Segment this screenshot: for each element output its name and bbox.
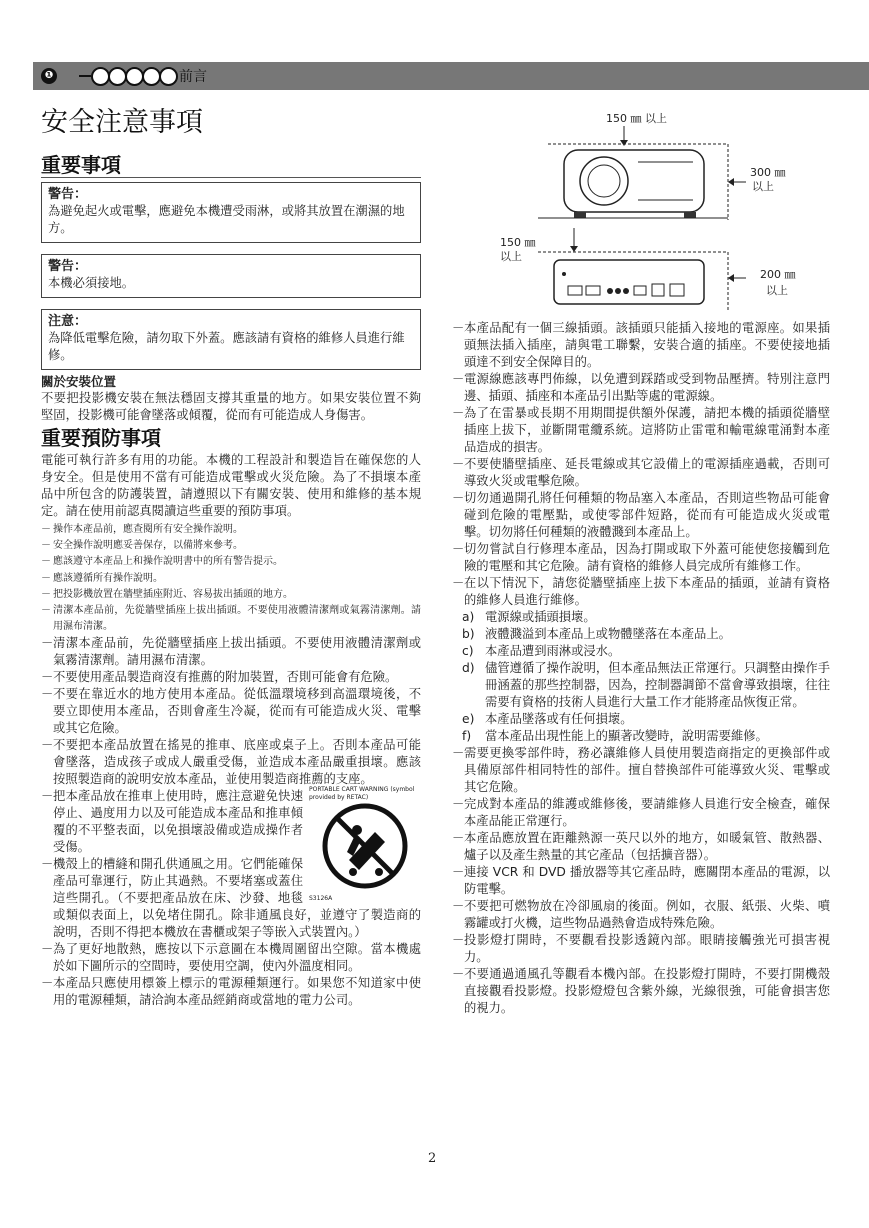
left-column [41,103,421,1009]
warning-body: 為避免起火或電擊，應避免本機遭受雨淋，或將其放置在潮濕的地方。 [48,204,405,235]
warning-title: 警告： [48,259,88,274]
list-item: － 為了在雷暴或長期不用期間提供額外保護，請把本機的插頭從牆壁插座上拔下，並斷開電纜系統。這將防止雷電和輸電線電涌對本產品造成的損害。 [452,406,830,454]
rear-clearance-unit: 以上 [752,180,774,193]
title-dash-decoration [79,75,91,77]
list-item: － 本產品配有一個三線插頭。該插頭只能插入接地的電源座。如果插頭無法插入插座，請與電工聯繫，安裝合適的插座。不要使接地插頭達不到安全保障目的。 [452,321,830,369]
precautions-intro: 電能可執行許多有用的功能。本機的工程設計和製造旨在確保您的人身安全。但是使用不當有可能造成電擊或火災危險。為了不損壞本產品中所包含的防護裝置，請遵照以下有關安裝、使用和維修的基本規定。請在使用前認真閱讀這些重要的預防事項。 [41,453,421,518]
list-item: － 為了更好地散熱，應按以下示意圖在本機周圍留出空隙。當本機處於如下圖所示的空間時，要使用空調，使內外溫度相同。 [41,942,421,974]
list-item: － 不要使牆壁插座、延長電線或其它設備上的電源插座過載，否則可導致火災或電擊危險。 [452,457,830,488]
list-item: － 投影燈打開時，不要觀看投影透鏡內部。眼睛接觸強光可損害視力。 [452,933,830,964]
install-heading: 關於安裝位置 [41,374,117,389]
section-heading-precautions: 重要預防事項 [41,426,161,450]
list-item: － 本產品只應使用標簽上標示的電源種類運行。如果您不知道家中使用的電源種類，請洽詢本產品經銷商或當地的電力公司。 [41,976,421,1008]
sub-list-item: f) 當本產品出現性能上的顯著改變時，說明需要維修。 [462,729,768,743]
list-item: － 連接 VCR 和 DVD 播放器等其它產品時，應關閉本產品的電源，以防電擊。 [452,865,830,896]
install-text: 不要把投影機安裝在無法穩固支撐其重量的地方。如果安裝位置不夠堅固，投影機可能會墜落或傾覆，從而有可能造成人身傷害。 [41,391,421,422]
warning-box-ground [41,254,421,298]
list-item: － 切勿嘗試自行修理本產品，因為打開或取下外蓋可能使您接觸到危險的電壓和其它危險。請有資格的維修人員完成所有維修工作。 [452,542,830,573]
right-column [452,320,830,1017]
list-item: － 操作本產品前，應查閱所有安全操作說明。 [41,524,243,535]
list-item: － 應該遵守本產品上和操作說明書中的所有警告提示。 [41,556,283,568]
page-title: 安全注意事項 [41,107,203,138]
cart-warning-code: S3126A [309,895,333,903]
warning-title: 警告： [48,187,88,202]
list-item: － 不要把本產品放置在搖晃的推車、底座或桌子上。否則本產品可能會墜落，造成孩子或成人嚴重受傷，並造成本產品嚴重損壞。應該按照製造商的說明安放本產品，並使用製造商推薦的支座。 [41,738,421,787]
page-number: 2 [428,1151,437,1166]
list-item: － 把投影機放置在牆壁插座附近、容易拔出插頭的地方。 [41,588,293,600]
list-item: － 完成對本產品的維護或維修後，要請維修人員進行安全檢查，確保本產品能正常運行。 [452,797,830,828]
sub-list-item: a) 電源線或插頭損壞。 [462,610,596,624]
side-clearance-value: 200 ㎜ [760,268,796,281]
section-title [79,67,207,85]
list-item: － 不要在靠近水的地方使用本產品。從低溫環境移到高溫環境後，不要立即使用本產品，否則會產生冷凝，從而有可能造成火災、電擊或其它危險。 [41,687,421,736]
list-item: － 不要通過通風孔等觀看本機內部。在投影燈打開時，不要打開機殼直接觀看投影燈。投影燈燈包含紫外線，光線很強，可能會損害您的視力。 [452,967,830,1015]
list-item: － 清潔本產品前，先從牆壁插座上拔出插頭。不要使用液體清潔劑或氣霧清潔劑。請用濕布清潔。 [41,636,421,668]
caution-body: 為降低電擊危險，請勿取下外蓋。應該請有資格的維修人員進行維修。 [48,331,405,362]
sub-list-item: c) 本產品遭到雨淋或浸水。 [462,644,621,658]
section-heading-important: 重要事項 [41,153,421,178]
sub-list-item: e) 本產品墜落或有任何損壞。 [462,712,633,726]
list-item: － 把本產品放在推車上使用時，應注意避免快速停止、過度用力以及可能造成本產品和推車傾覆的不平整表面，以免損壞設備或造成操作者受傷。 [41,789,303,855]
list-item: － 機殼上的槽縫和開孔供通風之用。它們能確保產品可靠運行，防止其過熱。不要堵塞或蓋住這些開孔。（不要把產品放在床、沙發、地毯或類似表面上，以免堵住開孔。除非通風良好，並遵守了製造商的說明，否則不得把本機放在書櫃或架子等嵌入式裝置內。） [41,857,421,940]
list-item: － 需要更換零部件時，務必讓維修人員使用製造商指定的更換部件或具備原部件相同特性的部件。擅自替換部件可能導致火災、電擊或其它危險。 [452,746,830,794]
caution-box [41,309,421,370]
list-item: － 清潔本產品前，先從牆壁插座上拔出插頭。不要使用液體清潔劑或氣霧清潔劑。請用濕布清潔。 [41,605,421,633]
list-item: － 安全操作說明應妥善保存，以備將來參考。 [41,540,243,552]
bottom-clearance-value: 150 ㎜ [500,236,536,249]
section-title-text: 前言 [179,69,207,85]
section-header-bar [33,62,869,90]
title-circle-decoration [159,67,178,86]
rear-clearance-value: 300 ㎜ [750,166,786,179]
sub-list-item: b) 液體濺溢到本產品上或物體墜落在本產品上。 [462,627,731,641]
side-clearance-unit: 以上 [766,284,788,297]
sub-list-item: d) 儘管遵循了操作說明，但本產品無法正常運行。只調整由操作手冊涵蓋的那些控制器，因為，控制器調節不當會導致損壞，往往需要有資格的技術人員進行大量工作才能將產品恢復正常。 [462,661,830,709]
bottom-clearance-unit: 以上 [500,250,522,263]
list-item: － 本產品應放置在距離熱源一英尺以外的地方，如暖氣管、散熱器、爐子以及產生熱量的其它產品（包括擴音器）。 [452,831,830,862]
warning-body: 本機必須接地。 [48,276,135,290]
clearance-diagram [498,110,828,310]
list-item: － 不要把可燃物放在冷卻風扇的後面。例如，衣服、紙張、火柴、噴霧罐或打火機，這些物品過熱會造成特殊危險。 [452,899,830,930]
list-item: － 切勿通過開孔將任何種類的物品塞入本產品，否則這些物品可能會碰到危險的電壓點，或使零部件短路，從而有可能造成火災或電擊。切勿將任何種類的液體濺到本產品上。 [452,491,830,539]
warning-box-fire [41,182,421,243]
cart-warning-caption: PORTABLE CART WARNING (symbol provided by RETAC) [309,786,415,802]
caution-title: 注意： [48,314,88,329]
list-item: － 在以下情況下，請您從牆壁插座上拔下本產品的插頭，並請有資格的維修人員進行維修。 [452,576,830,607]
chapter-number-badge: ❶ [41,68,57,84]
list-item: － 應該遵循所有操作說明。 [41,572,163,584]
top-clearance-label: 150 ㎜ 以上 [606,112,667,125]
list-item: － 電源線應該專門佈線，以免遭到踩踏或受到物品壓擠。特別注意門邊、插頭、插座和本產品引出點等處的電源線。 [452,372,830,403]
list-item: － 不要使用產品製造商沒有推薦的附加裝置，否則可能會有危險。 [41,670,398,685]
